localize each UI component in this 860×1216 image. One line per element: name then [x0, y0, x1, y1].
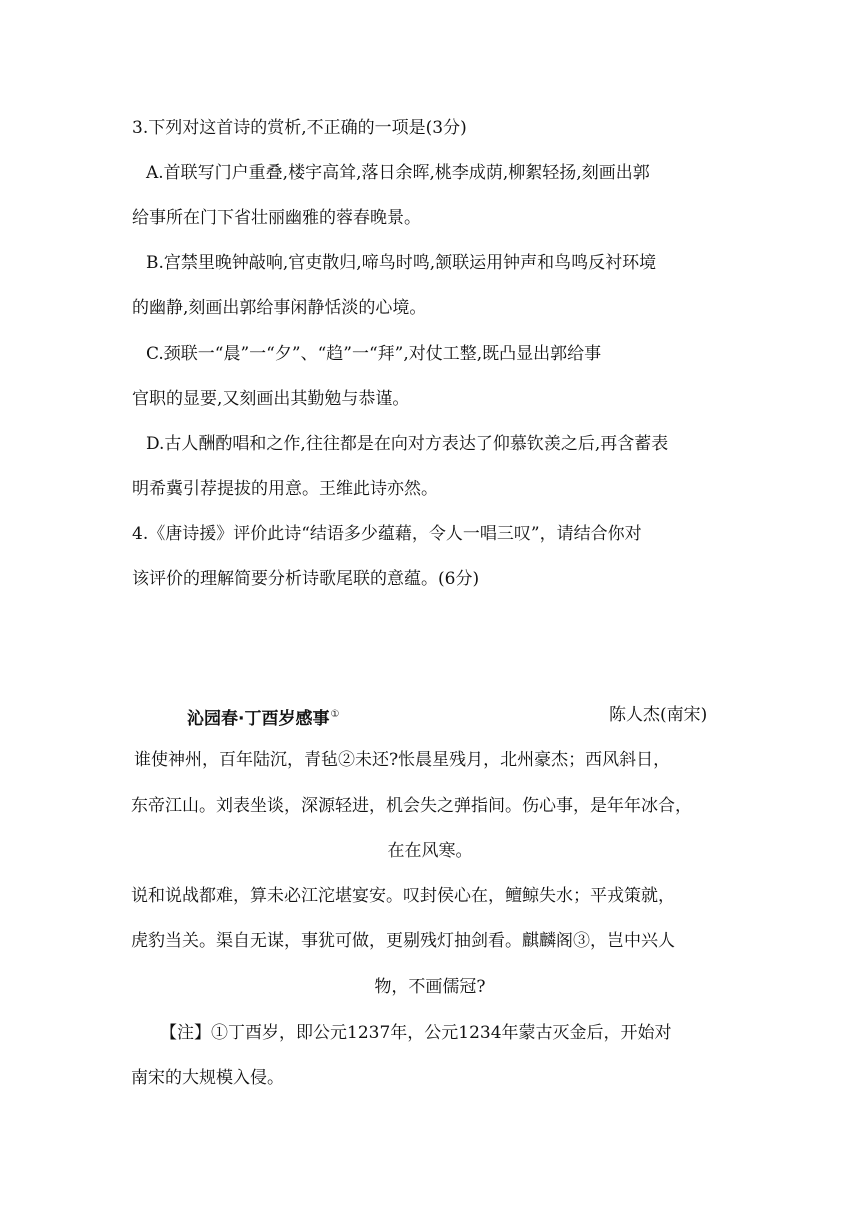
note-line-2: 南宋的大规模入侵。	[131, 1068, 284, 1088]
question-3-stem: 3.下列对这首诗的赏析,不正确的一项是(3分)	[132, 118, 467, 138]
question-4-line-2: 该评价的理解简要分析诗歌尾联的意蕴。(6分)	[132, 569, 480, 589]
option-d-line-2: 明希冀引荐提拔的用意。王维此诗亦然。	[132, 479, 438, 499]
poem-author: 陈人杰(南宋)	[609, 705, 708, 725]
option-c-line-1: C.颈联一“晨”一“夕”、“趋”一“拜”,对仗工整,既凸显出郭给事	[146, 344, 602, 364]
option-a-line-2: 给事所在门下省壮丽幽雅的蓉春晚景。	[132, 208, 421, 228]
poem-line-5: 虎豹当关。渠自无谋，事犹可做，更剔残灯抽剑看。麒麟阁③，岂中兴人	[131, 931, 675, 951]
poem-line-6: 物，不画儒冠?	[374, 977, 486, 997]
poem-line-1: 谁使神州，百年陆沉，青毡②未还?怅晨星残月，北州豪杰；西风斜日，	[134, 750, 671, 770]
poem-title: 沁园春·丁酉岁感事①	[187, 709, 340, 729]
option-b-line-1: B.宫禁里晚钟敲响,官吏散归,啼鸟时鸣,颔联运用钟声和鸟鸣反衬环境	[146, 253, 657, 273]
poem-line-4: 说和说战都难，算未必江沱堪宴安。叹封侯心在，鳣鲸失水；平戎策就，	[131, 886, 675, 906]
option-d-line-1: D.古人酬酌唱和之作,往往都是在向对方表达了仰慕钦羡之后,再含蓄表	[146, 434, 669, 454]
poem-line-2: 东帝江山。刘表坐谈，深源轻进，机会失之弹指间。伤心事，是年年冰合，	[131, 796, 692, 816]
note-line-1: 【注】①丁酉岁，即公元1237年，公元1234年蒙古灭金后，开始对	[160, 1023, 672, 1043]
question-4-line-1: 4.《唐诗援》评价此诗“结语多少蕴藉，令人一唱三叹”，请结合你对	[132, 524, 642, 544]
option-b-line-2: 的幽静,刻画出郭给事闲静恬淡的心境。	[132, 298, 427, 318]
title-note-mark: ①	[330, 709, 340, 720]
option-c-line-2: 官职的显要,又刻画出其勤勉与恭谨。	[132, 389, 410, 409]
poem-line-3: 在在风寒。	[387, 841, 473, 861]
option-a-line-1: A.首联写门户重叠,楼宇高耸,落日余晖,桃李成荫,柳絮轻扬,刻画出郭	[146, 163, 650, 183]
